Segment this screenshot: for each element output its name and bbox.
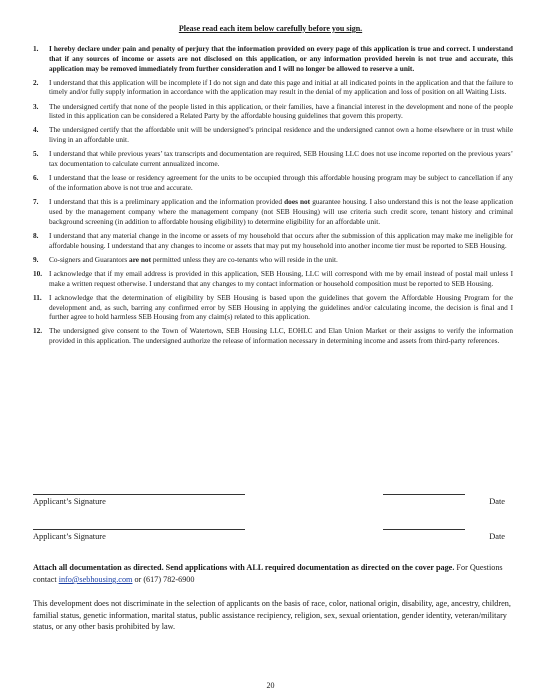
item-text-part: permitted unless they are co-tenants who will reside in the unit. — [151, 254, 338, 264]
item-text: I understand that any material change in the income or assets of my household that occurs after the submission of this application may make me ineligible for affordable housing. I understand that any changes to income or assets that may put my household into another income tier must be reported to SEB Housing. — [49, 230, 513, 250]
date-line[interactable] — [383, 494, 465, 495]
declaration-item — [30, 197, 513, 226]
declaration-item — [30, 326, 513, 346]
item-number: 11. — [33, 292, 42, 302]
date-line[interactable] — [383, 529, 465, 530]
item-text — [49, 197, 513, 226]
item-text-part: I understand that this is a preliminary application and the information provided — [49, 197, 285, 207]
declaration-item — [30, 125, 513, 145]
declaration-item — [30, 102, 513, 122]
item-text-part: guarantee housing. I also understand this is not the lease application used by the management company where the management company (not SEB Housing) will use criteria such credit score, tenant history and criminal background screening (in addition to affordable housing eligibility) to determine eligibility for an affordable unit. — [49, 197, 513, 226]
item-number: 12. — [33, 326, 43, 336]
item-text: I understand that while previous years’ tax transcripts and documentation are required, SEB Housing LLC does not use income reported on the previous years’ tax documentation to calculate current annualized income. — [49, 149, 513, 169]
item-number: 8. — [33, 230, 39, 240]
declaration-item — [30, 269, 513, 289]
signature-row — [33, 494, 509, 514]
declaration-item — [30, 293, 513, 322]
instructions-heading: Please read each item below carefully before you sign. — [178, 24, 363, 33]
item-number: 9. — [33, 254, 39, 264]
item-text: The undersigned certify that none of the people listed in this application, or their families, have a financial interest in the development and none of the people listed in this application can be considered a Related Party by the affordable housing guidelines that govern this property. — [49, 101, 513, 121]
attach-bold-text: Attach all documentation as directed. Send applications with ALL required documentation as directed on the cover page. — [33, 563, 455, 572]
declaration-item — [30, 78, 513, 98]
item-text: The undersigned certify that the affordable unit will be undersigned’s principal residence and the undersigned cannot own a home elsewhere or in trust while living in an affordable unit. — [49, 125, 513, 145]
nondiscrimination-statement: This development does not discriminate in the selection of applicants on the basis of race, color, national origin, disability, age, ancestry, children, familial status, genetic information, marital status, public assistance recipiency, religion, sex, sexual orientation, gender identity, veteran/military status, or any other basis prohibited by law. — [33, 599, 511, 631]
item-number: 5. — [33, 149, 39, 159]
item-text: I acknowledge that the determination of eligibility by SEB Housing is based upon the guidelines that govern the Affordable Housing Program for the development and, as such, barring any confirmed error by SEB Housing in applying the guidelines and/or calculating income, the decision is final and I further agree to hold harmless SEB Housing from any claim(s) related to this application. — [49, 292, 513, 322]
contact-text: For Questions contact — [33, 563, 503, 584]
item-number: 4. — [33, 125, 39, 135]
contact-phone-text: or (617) 782-6900 — [132, 575, 195, 584]
item-number: 10. — [33, 268, 43, 278]
item-text: I hereby declare under pain and penalty of perjury that the information provided on every page of this application is true and correct. I understand that if any sources of income or assets are not disclosed on this application, or any information provided herein is not true and accurate, this application may be removed immediately from further consideration and I will no longer be allowed to reserve a unit. — [49, 44, 513, 73]
item-emphasis: does not — [284, 197, 311, 207]
declaration-item — [30, 231, 513, 251]
date-label: Date — [489, 497, 505, 506]
declaration-item — [30, 255, 513, 265]
item-text: I understand that this application will be incomplete if I do not sign and date this page and initial at all indicated points in the application and that the failure to timely and/or fully supply information in accordance with the application may result in the denial of my application and loss of position on all Waiting Lists. — [49, 77, 513, 97]
date-label: Date — [489, 532, 505, 541]
item-emphasis: are not — [129, 254, 152, 264]
item-number: 2. — [33, 77, 39, 87]
item-number: 1. — [33, 44, 39, 53]
contact-email-link[interactable]: info@sebhousing.com — [58, 575, 133, 584]
item-text: I acknowledge that if my email address is provided in this application, SEB Housing, LLC will correspond with me by email instead of postal mail unless I make a written request otherwise. I understand that any changes to my contact information or household composition must be reported to SEB Housing. — [49, 268, 513, 288]
declaration-item — [30, 44, 513, 73]
item-text: The undersigned give consent to the Town of Watertown, SEB Housing LLC, EOHLC and Elan Union Market or their assigns to verify the information provided in this application. The undersigned authorize the release of information necessary in determining income and assets from third-party references. — [49, 326, 513, 346]
attach-instructions — [33, 562, 513, 586]
declarations-list — [30, 44, 513, 350]
declaration-item — [30, 149, 513, 169]
signature-line[interactable] — [33, 494, 245, 495]
item-number: 7. — [33, 197, 39, 207]
item-number: 6. — [33, 173, 39, 183]
item-text-part: Co-signers and Guarantors — [49, 254, 130, 264]
item-text — [49, 255, 513, 265]
item-text: I understand that the lease or residency agreement for the units to be occupied through this affordable housing program may be subject to cancellation if any of the information above is not true and accurate. — [49, 173, 513, 193]
signature-label: Applicant’s Signature — [33, 497, 106, 506]
page-number: 20 — [266, 681, 275, 690]
declaration-item — [30, 173, 513, 193]
signature-line[interactable] — [33, 529, 245, 530]
signature-row — [33, 529, 509, 549]
signature-label: Applicant’s Signature — [33, 532, 106, 541]
item-number: 3. — [33, 101, 39, 111]
